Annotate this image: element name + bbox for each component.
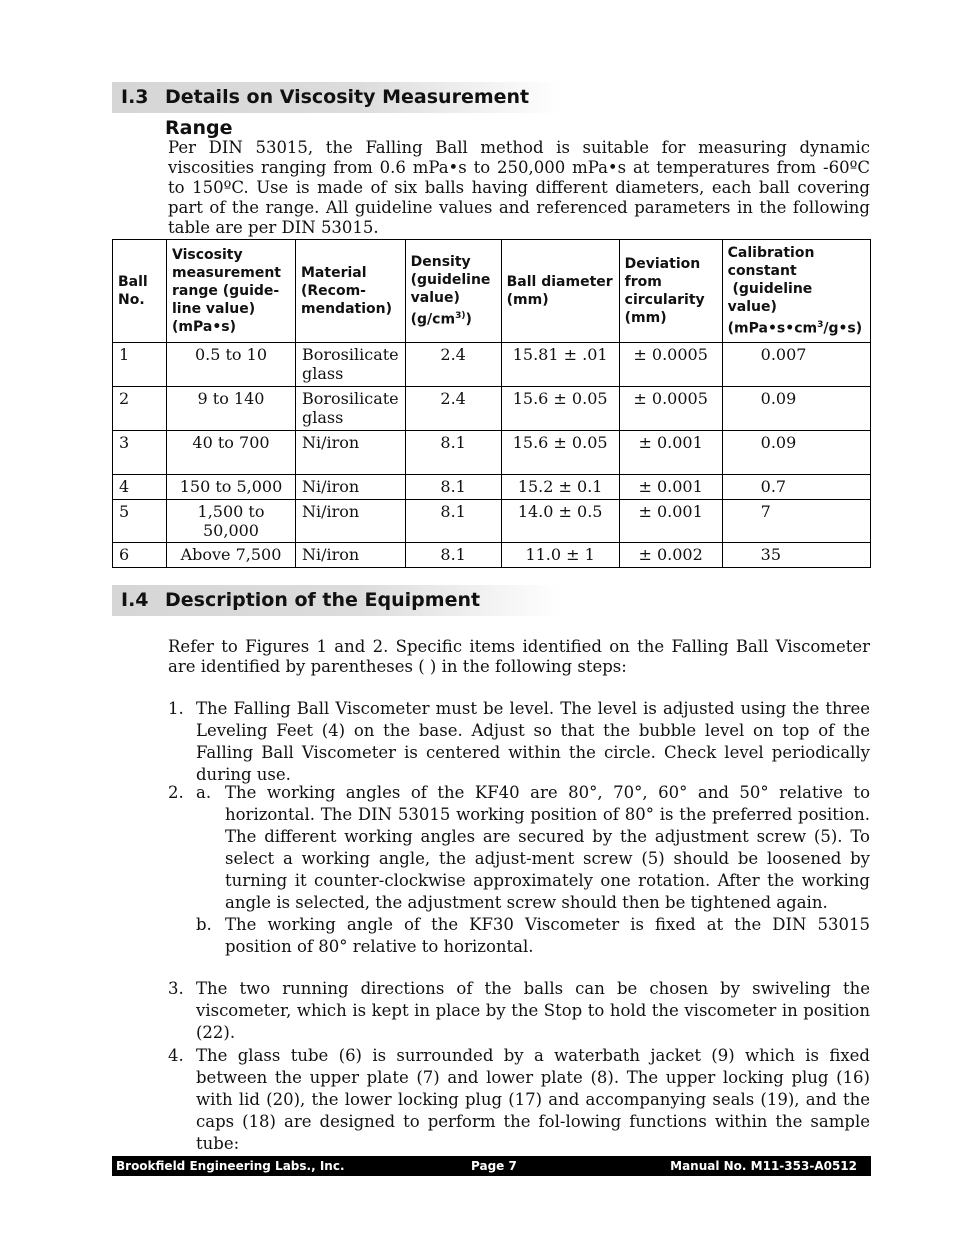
- cell-material: Ni/iron: [296, 499, 406, 542]
- cell-deviation: ± 0.001: [619, 474, 722, 499]
- step-2a: [168, 782, 870, 914]
- header-viscosity-range: Viscosity measurement range (guide-line value) (mPa•s): [167, 240, 296, 343]
- cell-calibration: 7: [722, 499, 870, 542]
- cell-material: Ni/iron: [296, 430, 406, 474]
- section-heading-i3: [112, 82, 562, 139]
- cell-deviation: ± 0.002: [619, 542, 722, 567]
- step-number: 3.: [168, 979, 184, 998]
- cell-ball-no: 1: [113, 342, 167, 386]
- footer-company: Brookfield Engineering Labs., Inc.: [116, 1159, 345, 1173]
- section-number: I.4: [121, 589, 149, 611]
- cell-density: 2.4: [405, 386, 501, 430]
- cell-range: 1,500 to 50,000: [167, 499, 296, 542]
- cell-material: Ni/iron: [296, 474, 406, 499]
- step-2: [168, 782, 870, 958]
- cell-diameter: 15.6 ± 0.05: [501, 430, 619, 474]
- cell-diameter: 15.6 ± 0.05: [501, 386, 619, 430]
- section-title: Details on Viscosity Measurement Range: [165, 86, 530, 139]
- header-material: Material (Recom-mendation): [296, 240, 406, 343]
- cell-calibration: 35: [722, 542, 870, 567]
- cell-deviation: ± 0.001: [619, 499, 722, 542]
- cell-range: 40 to 700: [167, 430, 296, 474]
- cell-ball-no: 2: [113, 386, 167, 430]
- cell-diameter: 15.2 ± 0.1: [501, 474, 619, 499]
- cell-range: 150 to 5,000: [167, 474, 296, 499]
- refer-paragraph: Refer to Figures 1 and 2. Specific items identified on the Falling Ball Viscometer are identified by parentheses ( ) in the following steps:: [168, 637, 870, 676]
- cell-range: 0.5 to 10: [167, 342, 296, 386]
- cell-ball-no: 4: [113, 474, 167, 499]
- step-text: The Falling Ball Viscometer must be level. The level is adjusted using the three Leveling Feet (4) on the base. Adjust so that the bubble level on top of the Falling Ball Viscometer is centered within the circle. Check level periodically during use.: [196, 699, 870, 784]
- header-calibration: Calibration constant (guideline value) $(mPa•s•cm^3/g•s)$: [722, 240, 870, 343]
- cell-calibration: 0.09: [722, 430, 870, 474]
- intro-paragraph: Per DIN 53015, the Falling Ball method is suitable for measuring dynamic viscosities ranging from 0.6 mPa•s to 250,000 mPa•s at temperatures from -60ºC to 150ºC. Use is made of six balls having different diameters, each ball covering part of the range. All guideline values and referenced parameters in the following table are per DIN 53015.: [168, 138, 870, 237]
- cell-deviation: ± 0.0005: [619, 342, 722, 386]
- footer-page-number: Page 7: [471, 1159, 517, 1173]
- footer-manual-number: Manual No. M11-353-A0512: [670, 1159, 857, 1173]
- step-3: [168, 978, 870, 1044]
- cell-density: 8.1: [405, 499, 501, 542]
- step-number: 4.: [168, 1046, 184, 1065]
- cell-density: 8.1: [405, 542, 501, 567]
- cell-ball-no: 6: [113, 542, 167, 567]
- cell-calibration: 0.007: [722, 342, 870, 386]
- cell-ball-no: 3: [113, 430, 167, 474]
- step-2b: [168, 914, 870, 958]
- table-row: [113, 430, 871, 474]
- header-ball-diameter: Ball diameter (mm): [501, 240, 619, 343]
- step-number: 2.: [168, 783, 184, 802]
- step-text: The glass tube (6) is surrounded by a waterbath jacket (9) which is fixed between the upper plate (7) and lower plate (8). The upper locking plug (16) with lid (20), the lower locking plug (17) and accompanying seals (19), and the caps (18) are designed to perform the fol-lowing functions within the sample tube:: [196, 1046, 870, 1153]
- page-footer: [112, 1156, 871, 1176]
- step-text: The two running directions of the balls can be chosen by swiveling the viscometer, which is kept in place by the Stop to hold the viscometer in position (22).: [196, 979, 870, 1042]
- sub-text: The working angles of the KF40 are 80°, 70°, 60° and 50° relative to horizontal. The DIN 53015 working position of 80° is the preferred position. The different working angles are secured by the adjustment screw (5). To select a working angle, the adjust-ment screw (5) should be loosened by turning it counter-clockwise approximately one rotation. After the working angle is selected, the adjustment screw should then be tightened again.: [225, 783, 870, 912]
- section-title: Description of the Equipment: [165, 589, 481, 611]
- cell-material: Borosilicate glass: [296, 386, 406, 430]
- cell-range: 9 to 140: [167, 386, 296, 430]
- sub-label: a.: [196, 783, 212, 802]
- step-1: [168, 698, 870, 786]
- cell-density: 8.1: [405, 474, 501, 499]
- sub-label: b.: [196, 915, 212, 934]
- step-4: [168, 1045, 870, 1155]
- cell-material: Borosilicate glass: [296, 342, 406, 386]
- step-number: 1.: [168, 699, 184, 718]
- cell-diameter: 14.0 ± 0.5: [501, 499, 619, 542]
- section-heading-i4: [112, 585, 562, 616]
- cell-calibration: 0.09: [722, 386, 870, 430]
- cell-range: Above 7,500: [167, 542, 296, 567]
- header-ball-no: Ball No.: [113, 240, 167, 343]
- cell-density: 2.4: [405, 342, 501, 386]
- viscosity-range-table: [112, 239, 871, 568]
- header-deviation: Deviation from circularity (mm): [619, 240, 722, 343]
- cell-diameter: 15.81 ± .01: [501, 342, 619, 386]
- header-density: Density (guideline value) $(g/cm^{3)})$: [405, 240, 501, 343]
- table-row: [113, 499, 871, 542]
- table-row: [113, 542, 871, 567]
- sub-text: The working angle of the KF30 Viscometer is fixed at the DIN 53015 position of 80° relative to horizontal.: [225, 915, 870, 956]
- table-row: [113, 474, 871, 499]
- table-row: [113, 386, 871, 430]
- cell-deviation: ± 0.0005: [619, 386, 722, 430]
- cell-ball-no: 5: [113, 499, 167, 542]
- cell-calibration: 0.7: [722, 474, 870, 499]
- cell-diameter: 11.0 ± 1: [501, 542, 619, 567]
- table-row: [113, 342, 871, 386]
- cell-material: Ni/iron: [296, 542, 406, 567]
- section-number: I.3: [121, 86, 149, 108]
- cell-density: 8.1: [405, 430, 501, 474]
- table-header-row: [113, 240, 871, 343]
- cell-deviation: ± 0.001: [619, 430, 722, 474]
